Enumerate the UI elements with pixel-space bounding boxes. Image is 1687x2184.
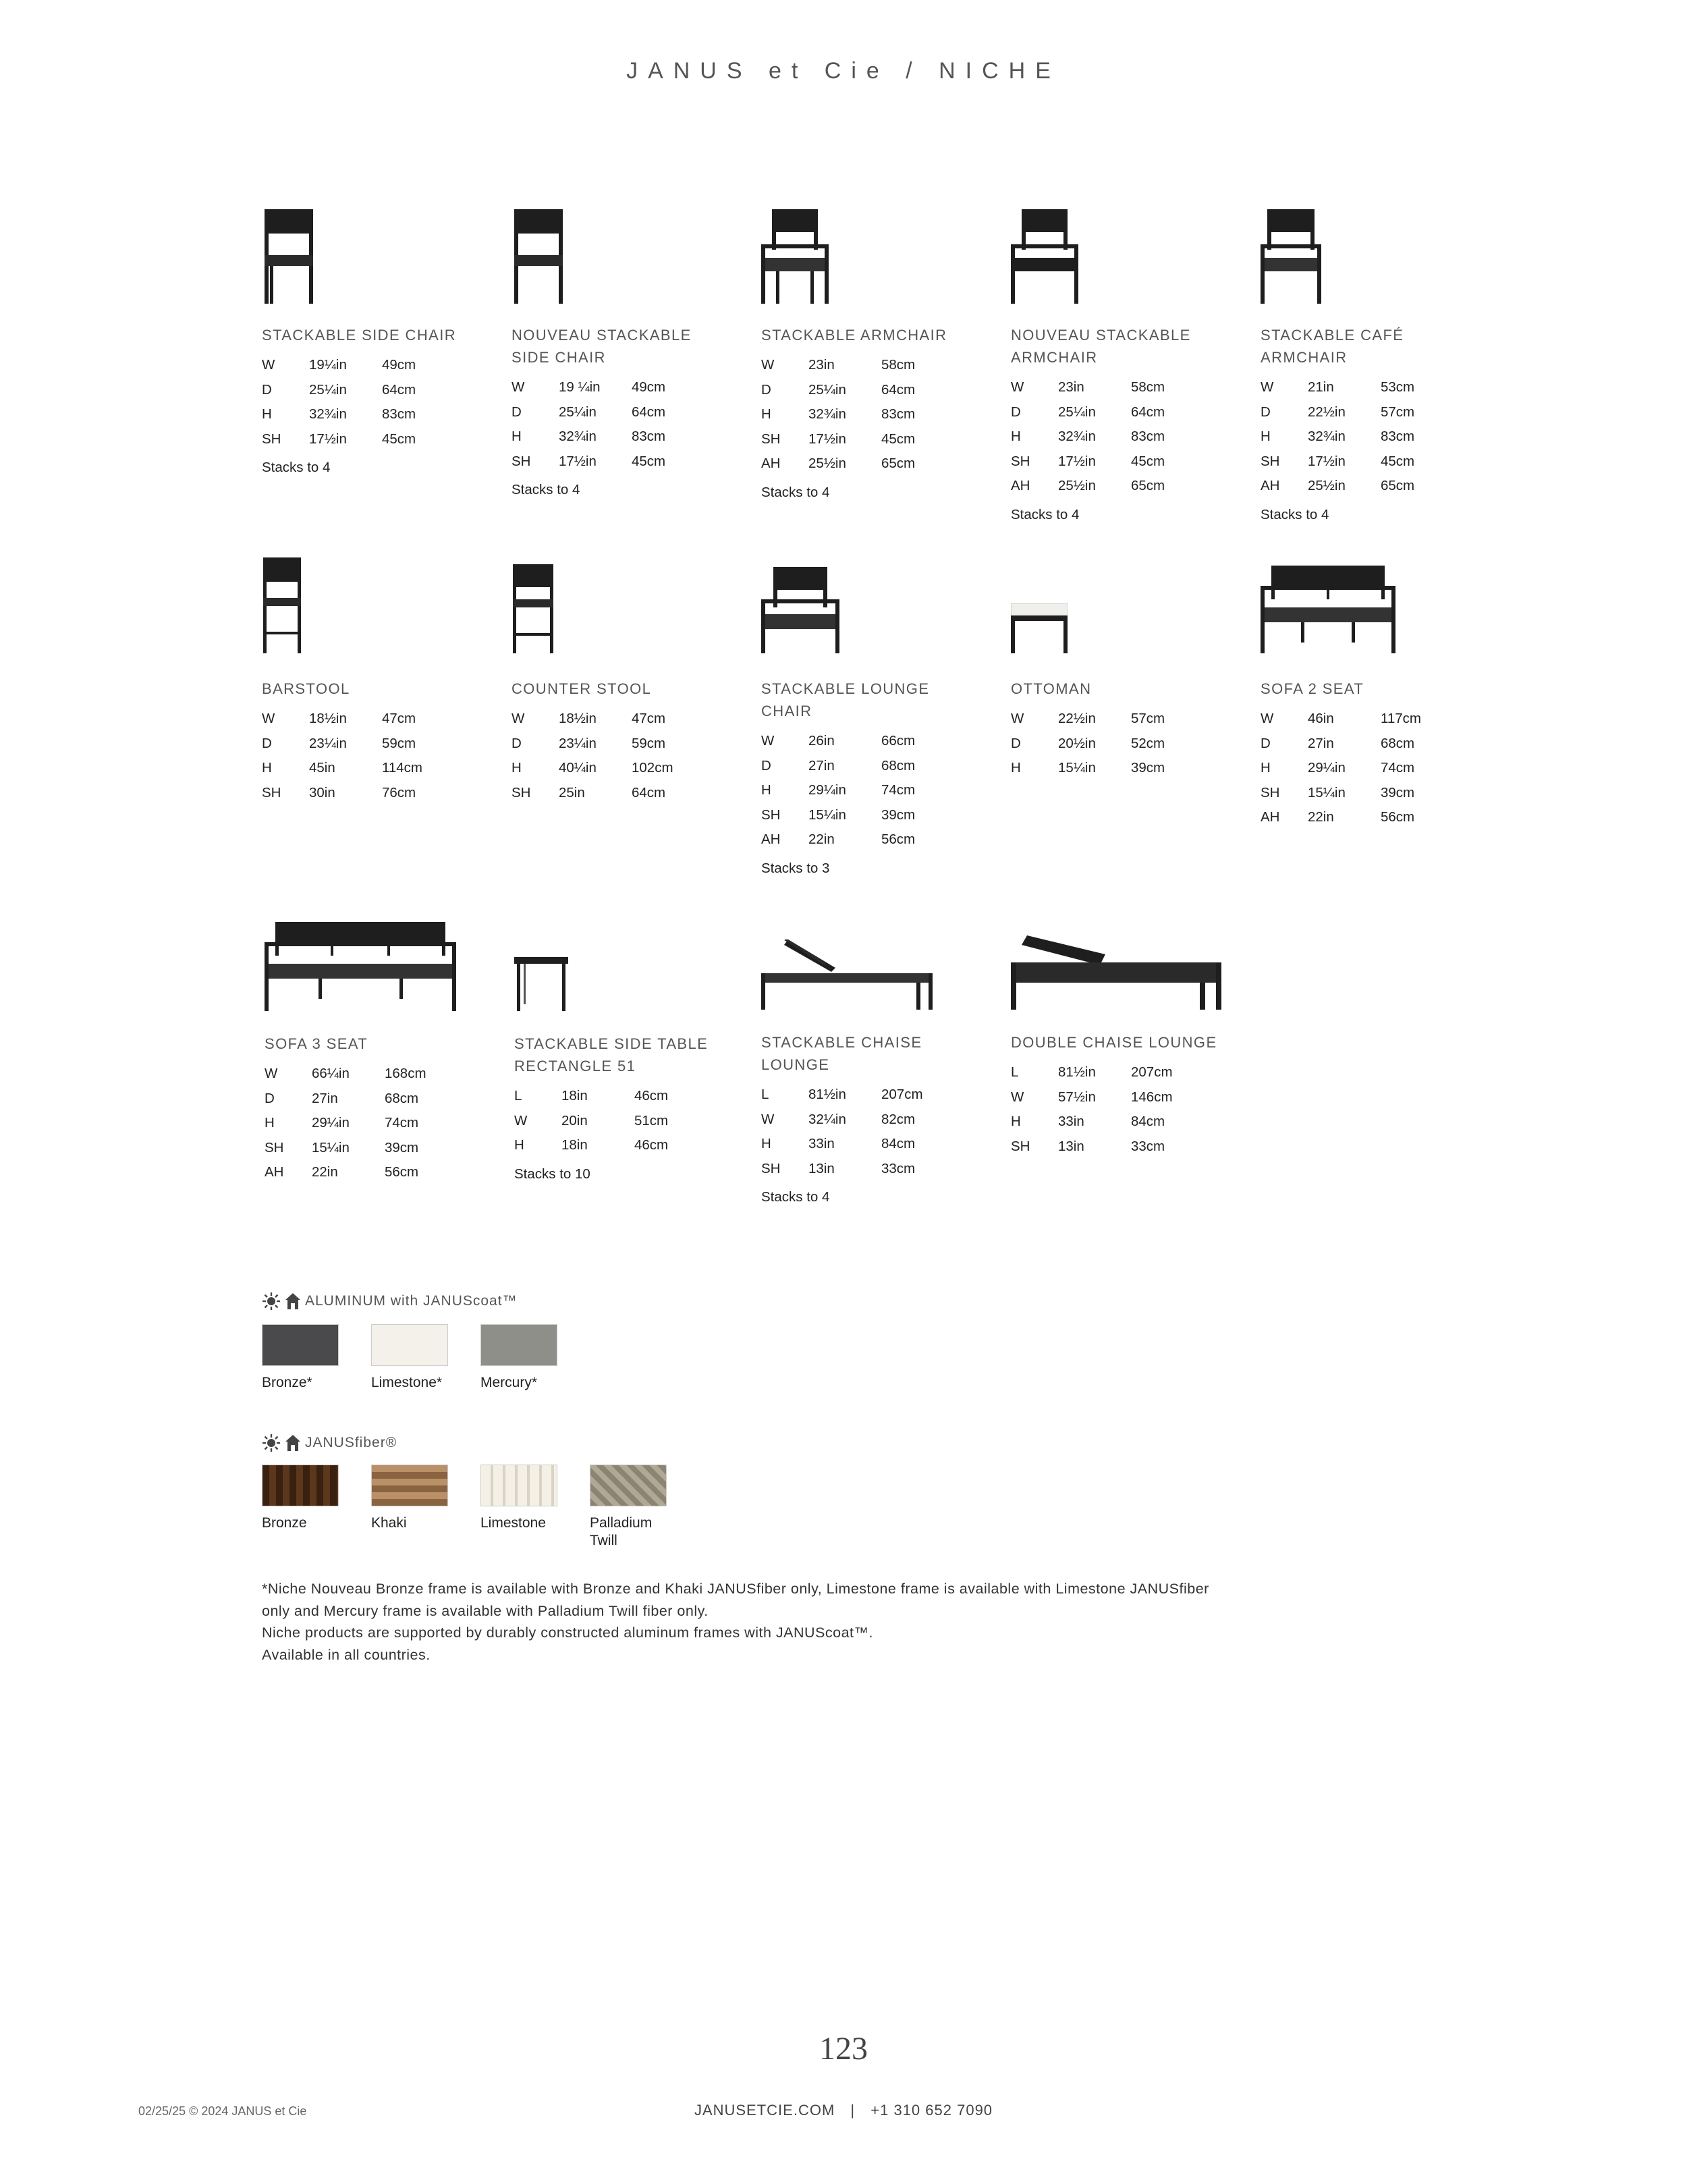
ottoman-icon <box>1011 603 1068 653</box>
dim-row: AH 22in 56cm <box>761 831 916 847</box>
product-name: STACKABLE SIDE CHAIR <box>262 327 456 344</box>
swatch-chip <box>371 1465 448 1506</box>
swatch-aluminum-limestone <box>371 1324 480 1392</box>
dim-row: AH 22in 56cm <box>1261 809 1415 825</box>
aluminum-finish-title <box>262 1292 518 1311</box>
product-double-chaise-lounge <box>1011 935 1240 1159</box>
dim-row: H 32¾in 83cm <box>262 406 416 422</box>
swatch-fiber-khaki <box>371 1465 480 1550</box>
dimensions-table <box>1261 707 1490 830</box>
dim-row: D 20½in 52cm <box>1011 735 1165 751</box>
dim-row: H 32¾in 83cm <box>1011 429 1165 444</box>
dim-row: SH 25in 64cm <box>511 784 666 800</box>
product-name: OTTOMAN <box>1011 680 1092 697</box>
stacking-note: Stacks to 3 <box>761 860 830 876</box>
product-name: COUNTER STOOL <box>511 680 652 697</box>
dim-row: W 46in 117cm <box>1261 711 1422 726</box>
dim-row: H 18in 46cm <box>514 1137 669 1153</box>
dim-row: H 29¼in 74cm <box>265 1115 419 1130</box>
dim-row: AH 25½in 65cm <box>1261 478 1415 493</box>
dim-row: SH 15¼in 39cm <box>265 1139 419 1155</box>
dim-row: D 27in 68cm <box>265 1090 419 1106</box>
swatch-chip <box>371 1324 448 1366</box>
dim-row: W 22½in 57cm <box>1011 711 1165 726</box>
sofa-3-seat-icon <box>265 922 456 1011</box>
dim-row: H 29¼in 74cm <box>1261 760 1415 775</box>
dimensions-table <box>1261 375 1490 499</box>
swatch-label: Bronze <box>262 1515 307 1531</box>
dim-row: H 40¼in 102cm <box>511 760 673 775</box>
side-table-icon <box>514 957 568 1011</box>
dimensions-table <box>761 1083 991 1181</box>
dim-row: W 23in 58cm <box>1011 379 1165 395</box>
swatch-label: Limestone* <box>371 1375 443 1390</box>
dim-row: D 25¼in 64cm <box>511 404 666 420</box>
dim-row: D 25¼in 64cm <box>262 381 416 398</box>
dim-row: W 26in 66cm <box>761 733 916 748</box>
dim-row: AH 25½in 65cm <box>761 456 916 471</box>
product-name: NOUVEAU STACKABLE ARMCHAIR <box>1011 327 1191 366</box>
product-nouveau-stackable-side-chair <box>511 209 741 498</box>
dim-row: H 29¼in 74cm <box>761 782 916 798</box>
product-name: DOUBLE CHAISE LOUNGE <box>1011 1034 1217 1051</box>
aluminum-swatches <box>262 1324 590 1392</box>
footer-website-link[interactable]: JANUSETCIE.COM <box>694 2102 835 2119</box>
dim-row: W 23in 58cm <box>761 357 916 373</box>
dim-row: W 18½in 47cm <box>262 711 416 726</box>
fiber-finish-title <box>262 1434 397 1452</box>
stacking-note: Stacks to 4 <box>761 484 830 500</box>
swatch-chip <box>262 1465 339 1506</box>
finish-title-text: JANUSfiber® <box>305 1435 397 1450</box>
dim-row: W 57½in 146cm <box>1011 1089 1173 1105</box>
note-line: Niche products are supported by durably constructed aluminum frames with JANUScoat™. <box>262 1625 873 1641</box>
chaise-lounge-icon <box>761 939 933 1010</box>
swatch-label: Bronze* <box>262 1375 312 1390</box>
dimensions-table <box>1011 375 1240 499</box>
dim-row: SH 13in 33cm <box>761 1160 916 1176</box>
dim-row: SH 17½in 45cm <box>1261 453 1415 469</box>
house-icon <box>285 1434 301 1452</box>
footer-date-copyright: 02/25/25 © 2024 JANUS et Cie <box>138 2104 307 2118</box>
dimensions-table <box>761 353 991 476</box>
dimensions-table <box>265 1062 494 1185</box>
product-stackable-armchair <box>761 209 991 501</box>
dim-row: H 32¾in 83cm <box>1261 429 1415 444</box>
stacking-note: Stacks to 4 <box>1011 506 1080 522</box>
product-name: STACKABLE CAFÉ ARMCHAIR <box>1261 327 1404 366</box>
counter-stool-icon <box>511 564 555 653</box>
product-name: SOFA 3 SEAT <box>265 1035 368 1052</box>
side-chair-icon <box>262 209 316 304</box>
dim-row: AH 25½in 65cm <box>1011 478 1165 493</box>
armchair-icon <box>761 209 829 304</box>
swatch-fiber-limestone <box>480 1465 590 1550</box>
product-notes <box>262 1578 1342 1666</box>
armchair-icon <box>1011 209 1078 304</box>
dim-row: H 15¼in 39cm <box>1011 760 1165 775</box>
swatch-chip <box>480 1324 557 1366</box>
dim-row: L 81½in 207cm <box>1011 1064 1173 1080</box>
note-line: Available in all countries. <box>262 1646 431 1663</box>
dimensions-table <box>511 375 741 474</box>
product-name: STACKABLE ARMCHAIR <box>761 327 947 344</box>
dim-row: SH 17½in 45cm <box>511 453 666 469</box>
lounge-chair-icon <box>761 567 839 653</box>
page-header-title: JANUS et Cie / NICHE <box>626 58 1061 84</box>
sun-icon <box>262 1434 281 1452</box>
dim-row: D 23¼in 59cm <box>511 735 666 751</box>
dimensions-table <box>514 1084 744 1158</box>
finish-title-text: ALUMINUM with JANUScoat™ <box>305 1293 518 1309</box>
dim-row: SH 15¼in 39cm <box>1261 784 1415 800</box>
house-icon <box>285 1292 301 1310</box>
dim-row: W 19 ¼in 49cm <box>511 379 666 395</box>
dim-row: D 25¼in 64cm <box>761 381 916 398</box>
product-name: STACKABLE CHAISE LOUNGE <box>761 1034 922 1073</box>
dim-row: SH 30in 76cm <box>262 784 416 800</box>
dim-row: H 32¾in 83cm <box>761 406 916 422</box>
dim-row: AH 22in 56cm <box>265 1164 419 1180</box>
double-chaise-icon <box>1011 935 1221 1010</box>
note-line: *Niche Nouveau Bronze frame is available with Bronze and Khaki JANUSfiber only, Limestone frame is available with Limestone JANUSfiber <box>262 1581 1209 1597</box>
dimensions-table <box>761 729 991 852</box>
stacking-note: Stacks to 4 <box>1261 506 1329 522</box>
swatch-aluminum-mercury <box>480 1324 590 1392</box>
stacking-note: Stacks to 4 <box>761 1189 830 1205</box>
swatch-aluminum-bronze <box>262 1324 371 1392</box>
sofa-2-seat-icon <box>1261 566 1395 653</box>
dim-row: W 32¼in 82cm <box>761 1111 916 1127</box>
swatch-fiber-bronze <box>262 1465 371 1550</box>
dimensions-table <box>1011 1060 1240 1159</box>
dimensions-table <box>262 353 491 452</box>
dim-row: D 27in 68cm <box>1261 735 1415 751</box>
page-number: 123 <box>819 2031 868 2067</box>
product-name: NOUVEAU STACKABLE SIDE CHAIR <box>511 327 692 366</box>
armchair-icon <box>1261 209 1321 304</box>
product-name: SOFA 2 SEAT <box>1261 680 1364 697</box>
dim-row: H 32¾in 83cm <box>511 429 666 444</box>
swatch-label: Palladium Twill <box>590 1515 653 1548</box>
barstool-icon <box>262 557 302 653</box>
stacking-note: Stacks to 4 <box>511 482 580 497</box>
swatch-chip <box>262 1324 339 1366</box>
stacking-note: Stacks to 10 <box>514 1166 590 1182</box>
dim-row: H 33in 84cm <box>1011 1114 1165 1129</box>
side-chair-icon <box>511 209 565 304</box>
product-stackable-lounge-chair <box>761 567 991 877</box>
swatch-fiber-palladium-twill <box>590 1465 699 1550</box>
product-barstool <box>262 557 491 805</box>
product-stackable-side-table-rectangle-51 <box>514 957 744 1182</box>
swatch-label: Khaki <box>371 1515 407 1531</box>
stacking-note: Stacks to 4 <box>262 460 331 475</box>
dim-row: D 22½in 57cm <box>1261 404 1415 420</box>
dim-row: W 21in 53cm <box>1261 379 1415 395</box>
dim-row: D 25¼in 64cm <box>1011 404 1165 420</box>
product-sofa-3-seat <box>265 922 494 1185</box>
footer-phone[interactable]: +1 310 652 7090 <box>870 2102 993 2119</box>
product-stackable-side-chair <box>262 209 491 476</box>
product-stackable-chaise-lounge <box>761 939 991 1205</box>
dimensions-table <box>1011 707 1240 781</box>
footer-contact <box>0 2102 1687 2119</box>
dimensions-table <box>511 707 741 805</box>
product-stackable-cafe-armchair <box>1261 209 1490 523</box>
note-line: only and Mercury frame is available with Palladium Twill fiber only. <box>262 1602 709 1619</box>
dim-row: SH 17½in 45cm <box>1011 453 1165 469</box>
product-name: STACKABLE LOUNGE CHAIR <box>761 680 930 719</box>
product-ottoman <box>1011 603 1240 781</box>
dim-row: D 27in 68cm <box>761 757 916 773</box>
dim-row: H 33in 84cm <box>761 1136 916 1151</box>
product-nouveau-stackable-armchair <box>1011 209 1240 523</box>
fiber-swatches <box>262 1465 699 1550</box>
dim-row: W 19¼in 49cm <box>262 357 416 373</box>
footer-separator: | <box>850 2102 856 2119</box>
product-name: BARSTOOL <box>262 680 350 697</box>
dimensions-table <box>262 707 491 805</box>
dim-row: H 45in 114cm <box>262 760 423 775</box>
dim-row: W 18½in 47cm <box>511 711 666 726</box>
dim-row: L 18in 46cm <box>514 1088 669 1103</box>
dim-row: L 81½in 207cm <box>761 1087 923 1102</box>
swatch-chip <box>480 1465 557 1506</box>
product-counter-stool <box>511 564 741 805</box>
sun-icon <box>262 1292 281 1311</box>
dim-row: SH 15¼in 39cm <box>761 807 916 823</box>
dim-row: SH 13in 33cm <box>1011 1138 1165 1154</box>
swatch-label: Limestone <box>480 1515 546 1531</box>
product-name: STACKABLE SIDE TABLE RECTANGLE 51 <box>514 1035 709 1074</box>
swatch-label: Mercury* <box>480 1375 538 1390</box>
dim-row: D 23¼in 59cm <box>262 735 416 751</box>
dim-row: W 20in 51cm <box>514 1112 669 1128</box>
swatch-chip <box>590 1465 667 1506</box>
dim-row: SH 17½in 45cm <box>761 431 916 447</box>
product-sofa-2-seat <box>1261 566 1490 830</box>
dim-row: W 66¼in 168cm <box>265 1066 426 1081</box>
dim-row: SH 17½in 45cm <box>262 431 416 447</box>
